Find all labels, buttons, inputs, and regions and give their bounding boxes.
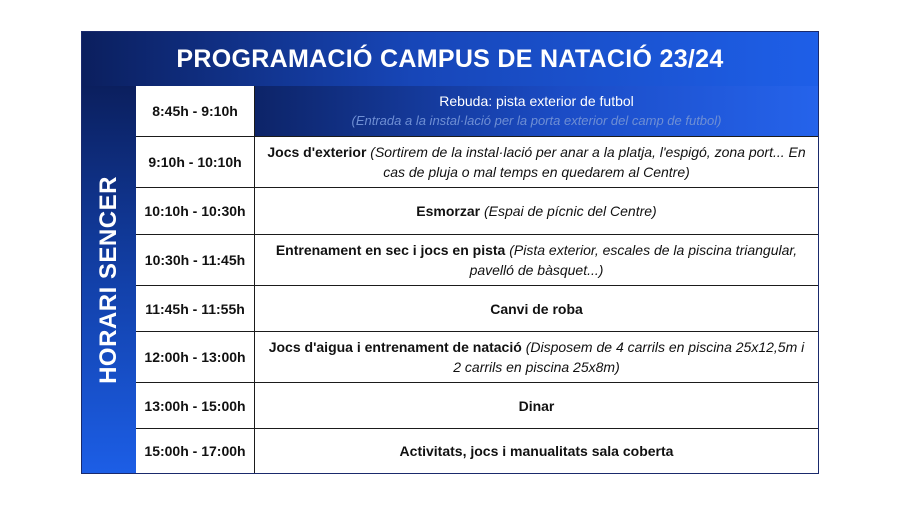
activity-title: Dinar (518, 397, 555, 414)
time-cell: 10:10h - 10:30h (136, 188, 255, 234)
time-cell: 8:45h - 9:10h (136, 86, 255, 136)
table-row (136, 331, 818, 382)
time-cell: 10:30h - 11:45h (136, 235, 255, 285)
time-cell: 15:00h - 17:00h (136, 429, 255, 473)
table-row (136, 428, 818, 473)
activity-note: (Entrada a la instal·lació per la porta exterior del camp de futbol) (351, 113, 722, 128)
table-row (136, 285, 818, 331)
activity-cell (255, 429, 818, 473)
activity-title: Esmorzar (416, 203, 481, 219)
time-cell: 9:10h - 10:10h (136, 137, 255, 187)
activity-title: Rebuda: pista exterior de futbol (439, 93, 634, 109)
activity-cell (255, 332, 818, 382)
side-band (82, 86, 136, 473)
activity-title: Canvi de roba (490, 300, 583, 317)
time-cell: 11:45h - 11:55h (136, 286, 255, 331)
time-cell: 13:00h - 15:00h (136, 383, 255, 428)
schedule-table (81, 31, 819, 474)
activity-cell (255, 86, 818, 136)
activity-title: Activitats, jocs i manualitats sala coberta (399, 443, 674, 459)
side-label: HORARI SENCER (95, 175, 122, 384)
table-row (136, 234, 818, 285)
activity-note: (Sortirem de la instal·lació per anar a la platja, l'espigó, zona port... En cas de pluja o mal temps en quedarem al Centre) (370, 144, 806, 180)
table-row (136, 187, 818, 234)
table-row (136, 382, 818, 428)
table-title: PROGRAMACIÓ CAMPUS DE NATACIÓ 23/24 (82, 32, 818, 86)
activity-title: Jocs d'aigua i entrenament de natació (268, 339, 522, 355)
activity-cell (255, 188, 818, 234)
time-cell: 12:00h - 13:00h (136, 332, 255, 382)
schedule-grid (136, 86, 818, 473)
table-row (136, 86, 818, 136)
activity-note: (Disposem de 4 carrils en piscina 25x12,5m i 2 carrils en piscina 25x8m) (453, 339, 805, 375)
activity-title: Entrenament en sec i jocs en pista (275, 242, 506, 258)
activity-cell (255, 286, 818, 331)
table-row (136, 136, 818, 187)
activity-note: (Pista exterior, escales de la piscina triangular, pavelló de bàsquet...) (469, 242, 798, 278)
activity-cell (255, 235, 818, 285)
activity-cell (255, 137, 818, 187)
activity-cell (255, 383, 818, 428)
activity-note: (Espai de pícnic del Centre) (483, 203, 657, 219)
activity-title: Jocs d'exterior (267, 144, 367, 160)
